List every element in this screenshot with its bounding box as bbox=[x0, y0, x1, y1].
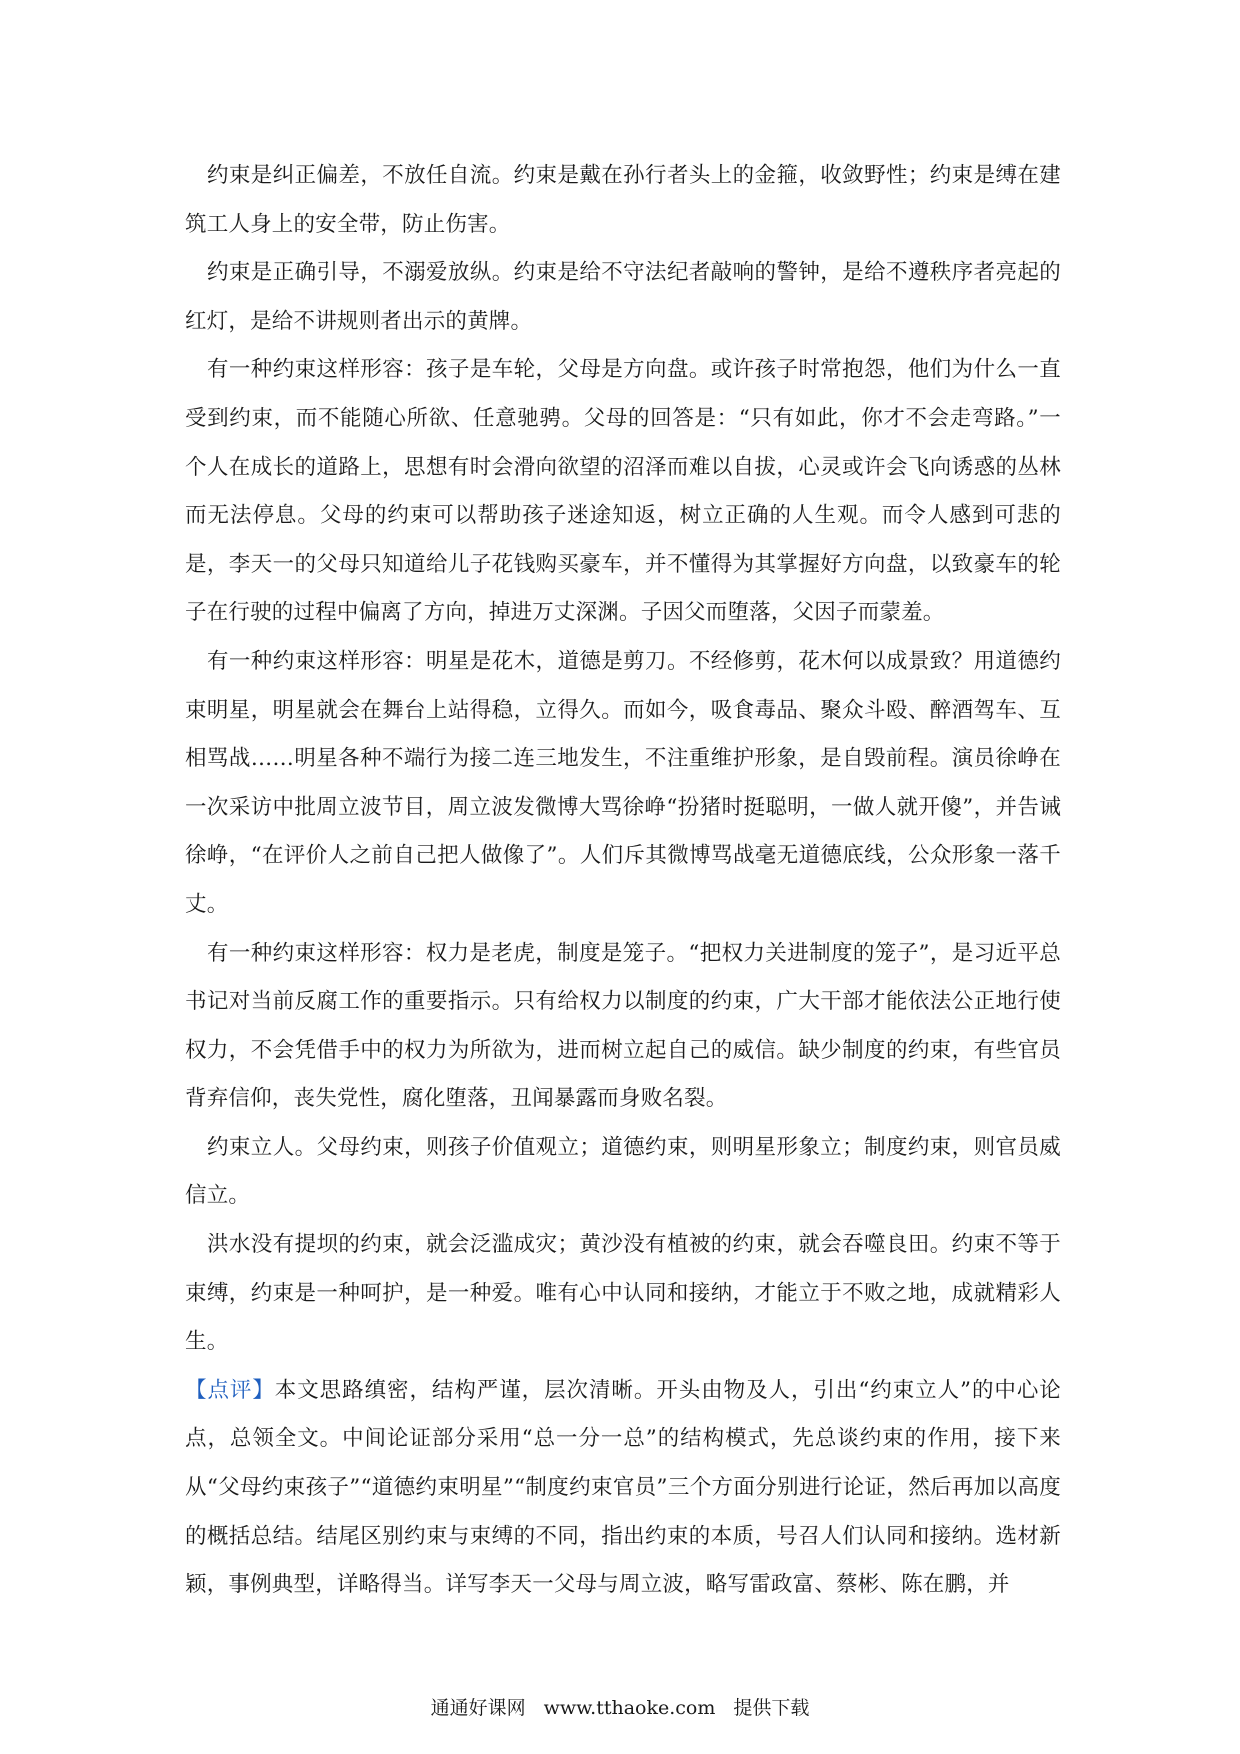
review-paragraph bbox=[185, 1367, 1061, 1610]
page-footer bbox=[0, 1694, 1240, 1722]
essay-paragraph-3: 有一种约束这样形容：孩子是车轮，父母是方向盘。或许孩子时常抱怨，他们为什么一直受到约束，而不能随心所欲、任意驰骋。父母的回答是：“只有如此，你才不会走弯路。”一个人在成长的道路上，思想有时会滑向欲望的沼泽而难以自拔，心灵或许会飞向诱惑的丛林而无法停息。父母的约束可以帮助孩子迷途知返，树立正确的人生观。而令人感到可悲的是，李天一的父母只知道给儿子花钱购买豪车，并不懂得为其掌握好方向盘，以致豪车的轮子在行驶的过程中偏离了方向，掉进万丈深渊。子因父而堕落，父因子而蒙羞。 bbox=[185, 357, 1061, 626]
essay-paragraph-1: 约束是纠正偏差，不放任自流。约束是戴在孙行者头上的金箍，收敛野性；约束是缚在建筑工人身上的安全带，防止伤害。 bbox=[185, 163, 1061, 237]
footer-url[interactable]: www.tthaoke.com bbox=[543, 1697, 716, 1719]
essay-body bbox=[185, 152, 1061, 1610]
footer-site-name: 通通好课网 bbox=[430, 1697, 526, 1719]
essay-paragraph-2: 约束是正确引导，不溺爱放纵。约束是给不守法纪者敲响的警钟，是给不遵秩序者亮起的红灯，是给不讲规则者出示的黄牌。 bbox=[185, 260, 1061, 334]
essay-paragraph-6: 约束立人。父母约束，则孩子价值观立；道德约束，则明星形象立；制度约束，则官员威信立。 bbox=[185, 1134, 1061, 1209]
review-text: 本文思路缜密，结构严谨，层次清晰。开头由物及人，引出“约束立人”的中心论点，总领全文。中间论证部分采用“总一分一总”的结构模式，先总谈约束的作用，接下来从“父母约束孩子”“道德约束明星”“制度约束官员”三个方面分别进行论证，然后再加以高度的概括总结。结尾区别约束与束缚的不同，指出约束的本质，号召人们认同和接纳。选材新颖，事例典型，详略得当。详写李天一父母与周立波，略写雷政富、蔡彬、陈在鹏，并 bbox=[185, 1377, 1061, 1598]
review-tag: 【点评】 bbox=[185, 1377, 275, 1403]
essay-paragraph-7: 洪水没有提坝的约束，就会泛滥成灾；黄沙没有植被的约束，就会吞噬良田。约束不等于束缚，约束是一种呵护，是一种爱。唯有心中认同和接纳，才能立于不败之地，成就精彩人生。 bbox=[185, 1232, 1061, 1355]
essay-paragraph-4: 有一种约束这样形容：明星是花木，道德是剪刀。不经修剪，花木何以成景致？用道德约束明星，明星就会在舞台上站得稳，立得久。而如今，吸食毒品、聚众斗殴、醉酒驾车、互相骂战……明星各种不端行为接二连三地发生，不注重维护形象，是自毁前程。演员徐峥在一次采访中批周立波节目，周立波发微博大骂徐峥“扮猪时挺聪明，一做人就开傻”，并告诫徐峥，“在评价人之前自己把人做像了”。人们斥其微博骂战毫无道德底线，公众形象一落千丈。 bbox=[185, 648, 1061, 917]
footer-note: 提供下载 bbox=[733, 1697, 810, 1719]
essay-paragraph-5: 有一种约束这样形容：权力是老虎，制度是笼子。“把权力关进制度的笼子”，是习近平总书记对当前反腐工作的重要指示。只有给权力以制度的约束，广大干部才能依法公正地行使权力，不会凭借手中的权力为所欲为，进而树立起自己的威信。缺少制度的约束，有些官员背弃信仰，丧失党性，腐化堕落，丑闻暴露而身败名裂。 bbox=[185, 940, 1061, 1112]
